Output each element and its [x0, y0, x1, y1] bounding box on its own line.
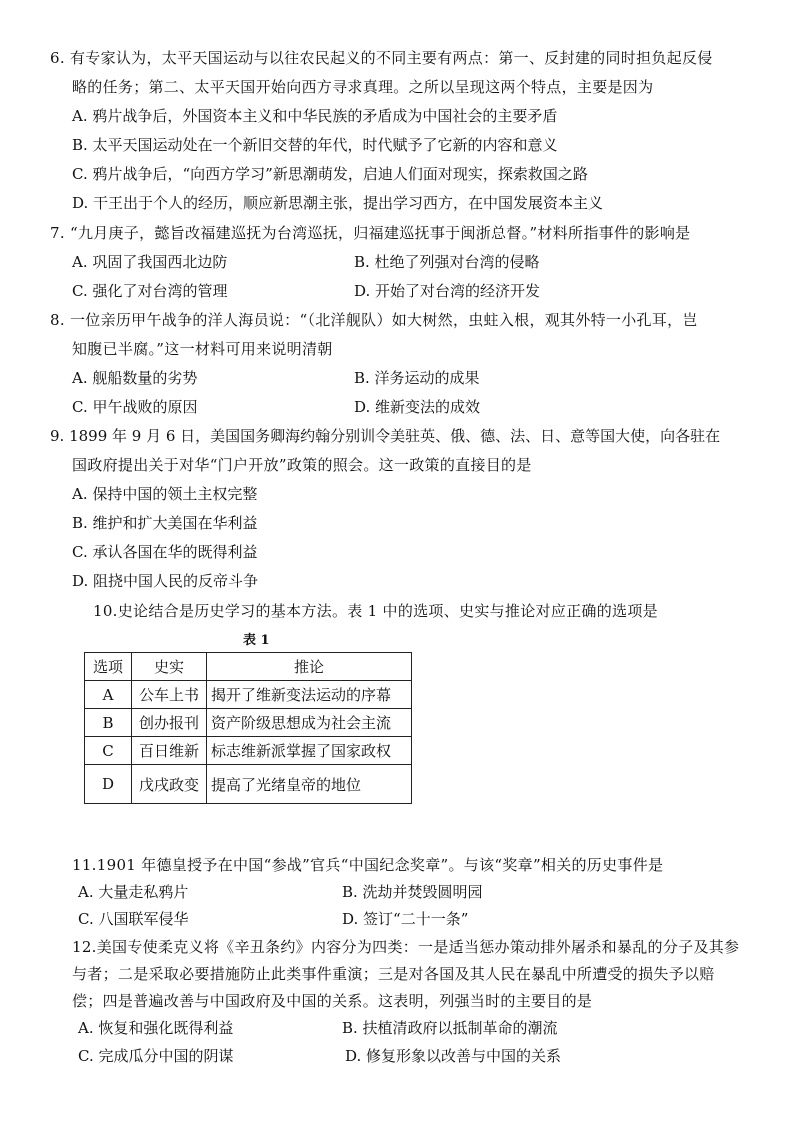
q9-stem-line-1: 9. 1899 年 9 月 6 日，美国国务卿海约翰分别训令美驻英、俄、德、法、日、意等国大使，向各驻在 — [50, 427, 721, 445]
q7-option-b: B. 杜绝了列强对台湾的侵略 — [354, 253, 540, 271]
q11-option-c: C. 八国联军侵华 — [78, 910, 189, 928]
q9-option-a: A. 保持中国的领土主权完整 — [72, 485, 258, 503]
table-row — [85, 765, 412, 804]
table-cell-option: C — [85, 737, 132, 765]
table-row — [85, 681, 412, 709]
q6-option-a: A. 鸦片战争后，外国资本主义和中华民族的矛盾成为中国社会的主要矛盾 — [72, 107, 558, 125]
table-cell-inference: 提高了光绪皇帝的地位 — [207, 765, 412, 804]
table-cell-inference: 标志维新派掌握了国家政权 — [207, 737, 412, 765]
table-cell-fact: 公车上书 — [132, 681, 207, 709]
q9-option-b: B. 维护和扩大美国在华利益 — [72, 514, 258, 532]
q8-option-d: D. 维新变法的成效 — [354, 398, 481, 416]
q11-option-a: A. 大量走私鸦片 — [78, 883, 189, 901]
q7-option-c: C. 强化了对台湾的管理 — [72, 282, 228, 300]
q6-option-d: D. 干王出于个人的经历，顺应新思潮主张，提出学习西方，在中国发展资本主义 — [72, 194, 604, 212]
q9-option-d: D. 阻挠中国人民的反帝斗争 — [72, 572, 259, 590]
q8-option-c: C. 甲午战败的原因 — [72, 398, 198, 416]
q6-option-c: C. 鸦片战争后，“向西方学习”新思潮萌发，启迪人们面对现实，探索救国之路 — [72, 165, 588, 183]
q8-stem-line-1: 8. 一位亲历甲午战争的洋人海员说：“（北洋舰队）如大树然，虫蛀入根，观其外特一小孔耳，岂 — [50, 311, 698, 329]
table-cell-inference: 揭开了维新变法运动的序幕 — [207, 681, 412, 709]
q11-option-b: B. 洗劫并焚毁圆明园 — [342, 883, 483, 901]
table-cell-option: B — [85, 709, 132, 737]
q8-stem-line-2: 知腹已半腐。”这一材料可用来说明清朝 — [72, 340, 333, 358]
q7-stem-line-1: 7. “九月庚子，懿旨改福建巡抚为台湾巡抚，归福建巡抚事于闽浙总督。”材料所指事件的影响是 — [50, 224, 691, 242]
q9-option-c: C. 承认各国在华的既得利益 — [72, 543, 258, 561]
q12-stem-line-3: 偿；四是普遍改善与中国政府及中国的关系。这表明，列强当时的主要目的是 — [72, 992, 593, 1010]
q11-stem-line-1: 11.1901 年德皇授予在中国“参战”官兵“中国纪念奖章”。与该“奖章”相关的历史事件是 — [72, 856, 664, 874]
table-header-option: 选项 — [85, 653, 132, 681]
q6-stem-line-2: 略的任务；第二、太平天国开始向西方寻求真理。之所以呈现这两个特点，主要是因为 — [72, 78, 654, 96]
q7-option-d: D. 开始了对台湾的经济开发 — [354, 282, 541, 300]
table-cell-fact: 戊戌政变 — [132, 765, 207, 804]
table-cell-fact: 创办报刊 — [132, 709, 207, 737]
table-row — [85, 737, 412, 765]
q9-stem-line-2: 国政府提出关于对华“门户开放”政策的照会。这一政策的直接目的是 — [72, 456, 532, 474]
q12-option-c: C. 完成瓜分中国的阴谋 — [78, 1047, 234, 1065]
table-cell-option: D — [85, 765, 132, 804]
q6-option-b: B. 太平天国运动处在一个新旧交替的年代，时代赋予了它新的内容和意义 — [72, 136, 558, 154]
q12-option-d: D. 修复形象以改善与中国的关系 — [345, 1047, 562, 1065]
q12-stem-line-2: 与者；二是采取必要措施防止此类事件重演；三是对各国及其人民在暴乱中所遭受的损失予以赔 — [72, 965, 715, 983]
q12-option-a: A. 恢复和强化既得利益 — [78, 1019, 234, 1037]
history-table — [84, 652, 412, 804]
q7-option-a: A. 巩固了我国西北边防 — [72, 253, 228, 271]
table-header-row — [85, 653, 412, 681]
q8-option-b: B. 洋务运动的成果 — [354, 369, 480, 387]
table-row — [85, 709, 412, 737]
table-header-fact: 史实 — [132, 653, 207, 681]
q10-stem-line-1: 10.史论结合是历史学习的基本方法。表 1 中的选项、史实与推论对应正确的选项是 — [93, 602, 658, 620]
q11-option-d: D. 签订“二十一条” — [342, 910, 469, 928]
table-cell-inference: 资产阶级思想成为社会主流 — [207, 709, 412, 737]
table-header-inference: 推论 — [207, 653, 412, 681]
table-caption: 表 1 — [243, 633, 270, 648]
q12-option-b: B. 扶植清政府以抵制革命的潮流 — [342, 1019, 558, 1037]
q8-option-a: A. 舰船数量的劣势 — [72, 369, 198, 387]
q6-stem-line-1: 6. 有专家认为，太平天国运动与以往农民起义的不同主要有两点：第一、反封建的同时担负起反侵 — [50, 49, 713, 67]
table-cell-fact: 百日维新 — [132, 737, 207, 765]
table-cell-option: A — [85, 681, 132, 709]
q12-stem-line-1: 12.美国专使柔克义将《辛丑条约》内容分为四类：一是适当惩办策动排外屠杀和暴乱的分子及其参 — [72, 938, 740, 956]
